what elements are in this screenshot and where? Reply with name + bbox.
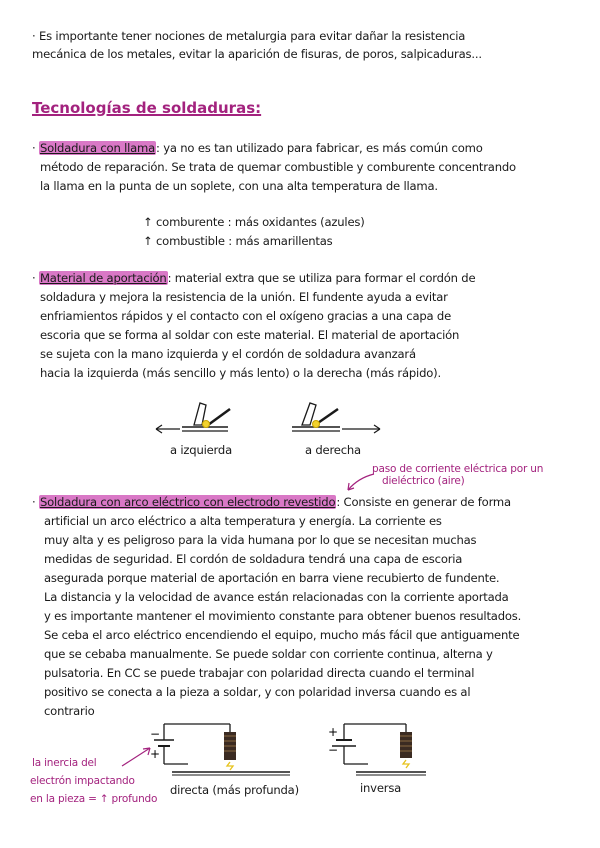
llama-line-3: la llama en la punta de un soplete, con una alta temperatura de llama. bbox=[40, 179, 438, 193]
fig2-right-label: inversa bbox=[360, 781, 402, 795]
arco-line-9: que se cebaba manualmente. Se puede soldar con corriente continua, alterna y bbox=[44, 647, 493, 661]
section-title: Tecnologías de soldaduras: bbox=[32, 99, 262, 117]
arco-line-2: artificial un arco eléctrico a alta temperatura y energía. La corriente es bbox=[44, 514, 442, 528]
side-note-line-3: en la pieza = ↑ profundo bbox=[30, 793, 158, 805]
intro-line-1: · Es importante tener nociones de metalurgia para evitar dañar la resistencia bbox=[32, 29, 466, 43]
aportacion-line-5: se sujeta con la mano izquierda y el cordón de soldadura avanzará bbox=[40, 347, 416, 361]
aportacion-line-2: soldadura y mejora la resistencia de la unión. El fundente ayuda a evitar bbox=[40, 290, 448, 304]
arco-note-line-1: paso de corriente eléctrica por un bbox=[372, 463, 544, 475]
aportacion-line-1-wrap: · Material de aportación: material extra que se utiliza para formar el cordón de bbox=[32, 271, 476, 285]
intro-line-2: mecánica de los metales, evitar la aparición de fisuras, de poros, salpicaduras... bbox=[32, 47, 482, 61]
arco-line-1: : Consiste en generar de forma bbox=[336, 495, 511, 509]
minus-sign-icon: − bbox=[150, 727, 161, 741]
svg-text:+: + bbox=[328, 725, 339, 739]
arco-line-8: Se ceba el arco eléctrico encendiendo el equipo, mucho más fácil que antiguamente bbox=[44, 628, 520, 642]
aportacion-line-1: : material extra que se utiliza para formar el cordón de bbox=[167, 271, 476, 285]
aportacion-line-4: escoria que se forma al soldar con este material. El material de aportación bbox=[40, 328, 460, 342]
polarity-circuits-figure bbox=[150, 718, 430, 788]
llama-arrow-1: ↑ comburente : más oxidantes (azules) bbox=[143, 215, 365, 229]
svg-text:−: − bbox=[328, 743, 339, 757]
aportacion-term: Material de aportación bbox=[39, 271, 167, 285]
aportacion-line-3: enfriamientos rápidos y el contacto con el oxígeno gracias a una capa de bbox=[40, 309, 452, 323]
arco-line-11: positivo se conecta a la pieza a soldar, y con polaridad inversa cuando es al bbox=[44, 685, 471, 699]
llama-paragraph-1: · Soldadura con llama: ya no es tan utilizado para fabricar, es más común como bbox=[32, 141, 483, 155]
aportacion-line-6: hacia la izquierda (más sencillo y más lento) o la derecha (más rápido). bbox=[40, 366, 441, 380]
fig1-left-label: a izquierda bbox=[170, 443, 232, 457]
side-note-line-2: electrón impactando bbox=[30, 775, 135, 787]
arco-line-6: La distancia y la velocidad de avance están relacionadas con la corriente aportada bbox=[44, 590, 509, 604]
arco-line-10: pulsatoria. En CC se puede trabajar con polaridad directa cuando el terminal bbox=[44, 666, 475, 680]
side-note-line-1: la inercia del bbox=[32, 757, 97, 769]
arco-line-7: y es importante mantener el movimiento constante para obtener buenos resultados. bbox=[44, 609, 522, 623]
llama-line-1: : ya no es tan utilizado para fabricar, es más común como bbox=[156, 141, 483, 155]
arco-note-line-2: dieléctrico (aire) bbox=[382, 475, 465, 487]
llama-arrow-2: ↑ combustible : más amarillentas bbox=[143, 234, 333, 248]
arco-term: Soldadura con arco eléctrico con electrodo revestido bbox=[39, 495, 336, 509]
welding-direction-figure bbox=[150, 395, 390, 445]
fig2-left-label: directa (más profunda) bbox=[170, 783, 299, 797]
plus-sign-icon: + bbox=[150, 747, 161, 761]
llama-term: Soldadura con llama bbox=[39, 141, 156, 155]
arco-line-5: asegurada porque material de aportación en barra viene recubierto de fundente. bbox=[44, 571, 500, 585]
arco-line-1-wrap: · Soldadura con arco eléctrico con electrodo revestido: Consiste en generar de forma bbox=[32, 495, 511, 509]
fig1-right-label: a derecha bbox=[305, 443, 361, 457]
arco-line-3: muy alta y es peligroso para la vida humana por lo que se necesitan muchas bbox=[44, 533, 477, 547]
note-arrow-icon bbox=[340, 472, 380, 494]
arco-line-12: contrario bbox=[44, 704, 95, 718]
arco-line-4: medidas de seguridad. El cordón de soldadura tendrá una capa de escoria bbox=[44, 552, 463, 566]
llama-line-2: método de reparación. Se trata de quemar combustible y comburente concentrando bbox=[40, 160, 516, 174]
